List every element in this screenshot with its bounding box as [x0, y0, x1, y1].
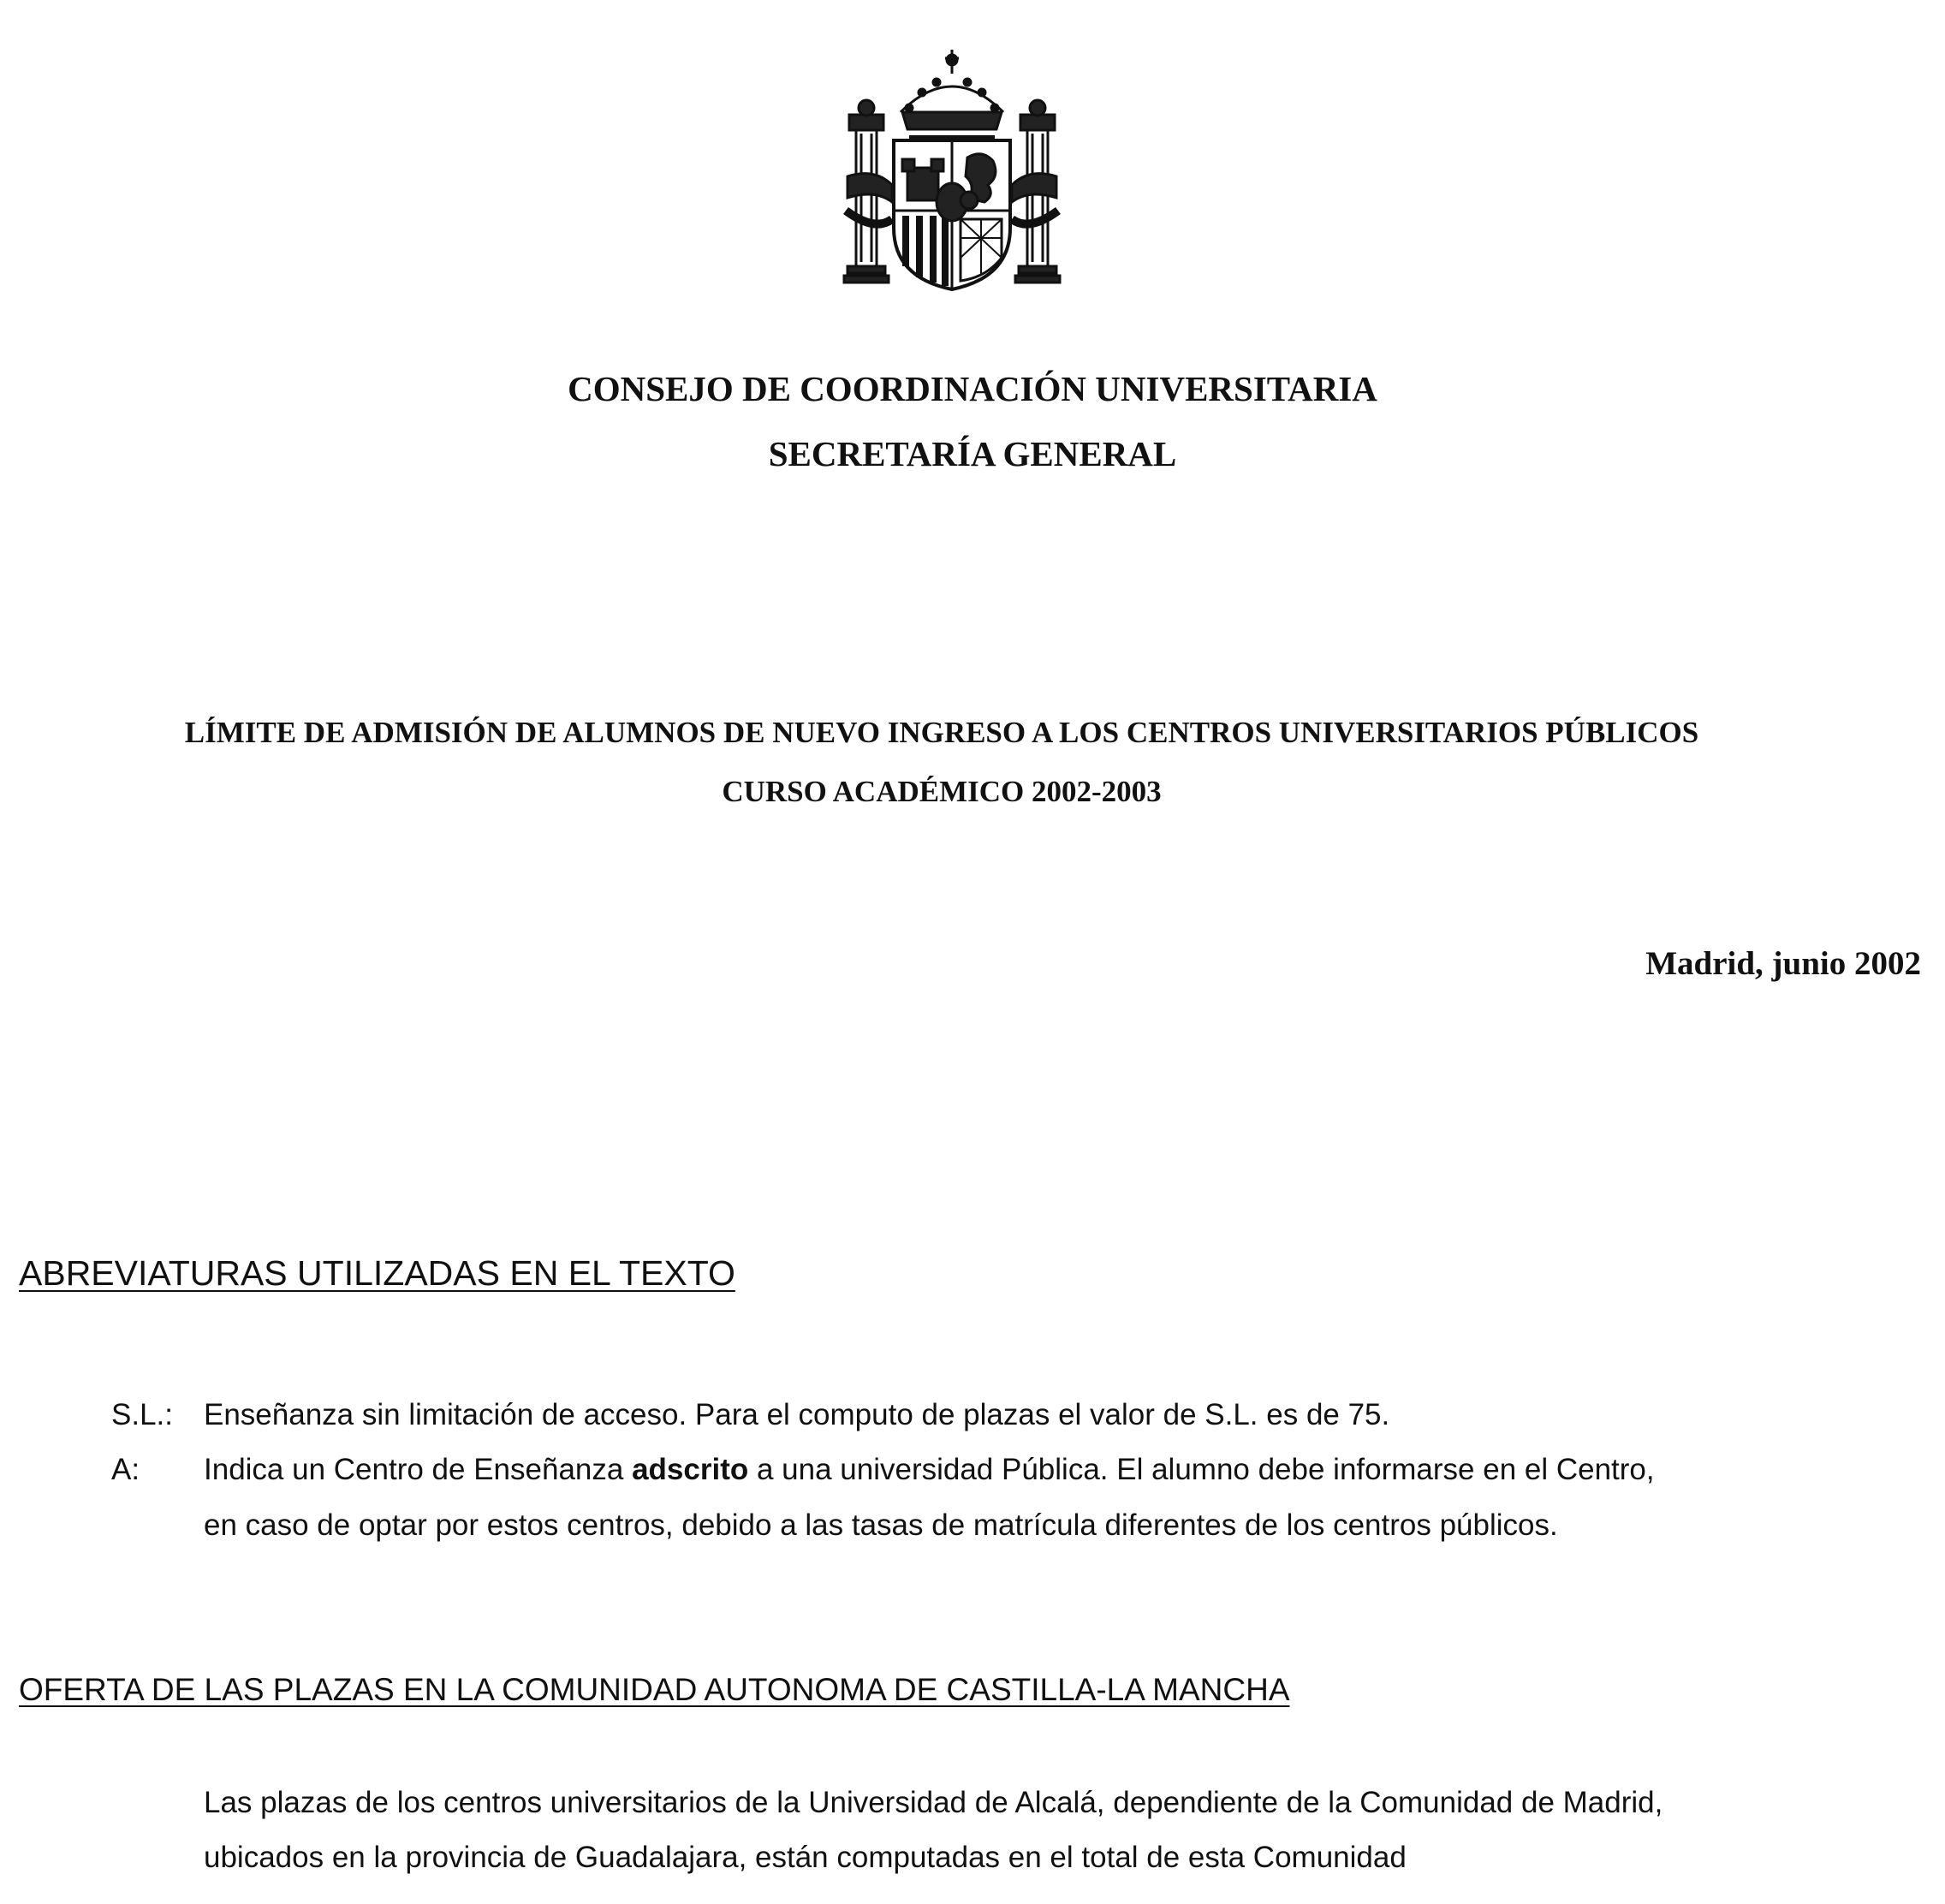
document-subtitle: CURSO ACADÉMICO 2002-2003 [722, 775, 1162, 808]
abbreviation-key-sl: S.L.: [111, 1398, 173, 1431]
abbreviation-text-a-part1: Indica un Centro de Enseñanza [204, 1453, 633, 1486]
offer-paragraph-line1: Las plazas de los centros universitarios de la Universidad de Alcalá, dependiente de la Comunidad de Madrid, [204, 1786, 1663, 1819]
department-name: SECRETARÍA GENERAL [768, 434, 1177, 473]
offer-paragraph-line2: ubicados en la provincia de Guadalajara, están computadas en el total de esta Comunidad [204, 1841, 1407, 1874]
offer-heading: OFERTA DE LAS PLAZAS EN LA COMUNIDAD AUTONOMA DE CASTILLA-LA MANCHA [19, 1672, 1290, 1707]
abbreviation-text-a-line2: en caso de optar por estos centros, debido a las tasas de matrícula diferentes de los centros públicos. [204, 1508, 1558, 1542]
coat-of-arms-icon [841, 48, 1063, 296]
abbreviation-text-a-bold: adscrito [632, 1453, 749, 1486]
abbreviations-heading: ABREVIATURAS UTILIZADAS EN EL TEXTO [19, 1253, 735, 1293]
abbreviation-text-a [204, 1453, 1907, 1487]
document-title: LÍMITE DE ADMISIÓN DE ALUMNOS DE NUEVO INGRESO A LOS CENTROS UNIVERSITARIOS PÚBLICOS [184, 716, 1699, 749]
abbreviation-key-a: A: [111, 1453, 140, 1486]
abbreviation-text-sl: Enseñanza sin limitación de acceso. Para el computo de plazas el valor de S.L. es de 75. [204, 1398, 1390, 1431]
organization-name: CONSEJO DE COORDINACIÓN UNIVERSITARIA [568, 369, 1377, 408]
place-date: Madrid, junio 2002 [1645, 945, 1921, 982]
abbreviation-text-a-part2: a una universidad Pública. El alumno debe informarse en el Centro, [748, 1453, 1655, 1486]
coat-of-arms-emblem [841, 48, 1063, 296]
